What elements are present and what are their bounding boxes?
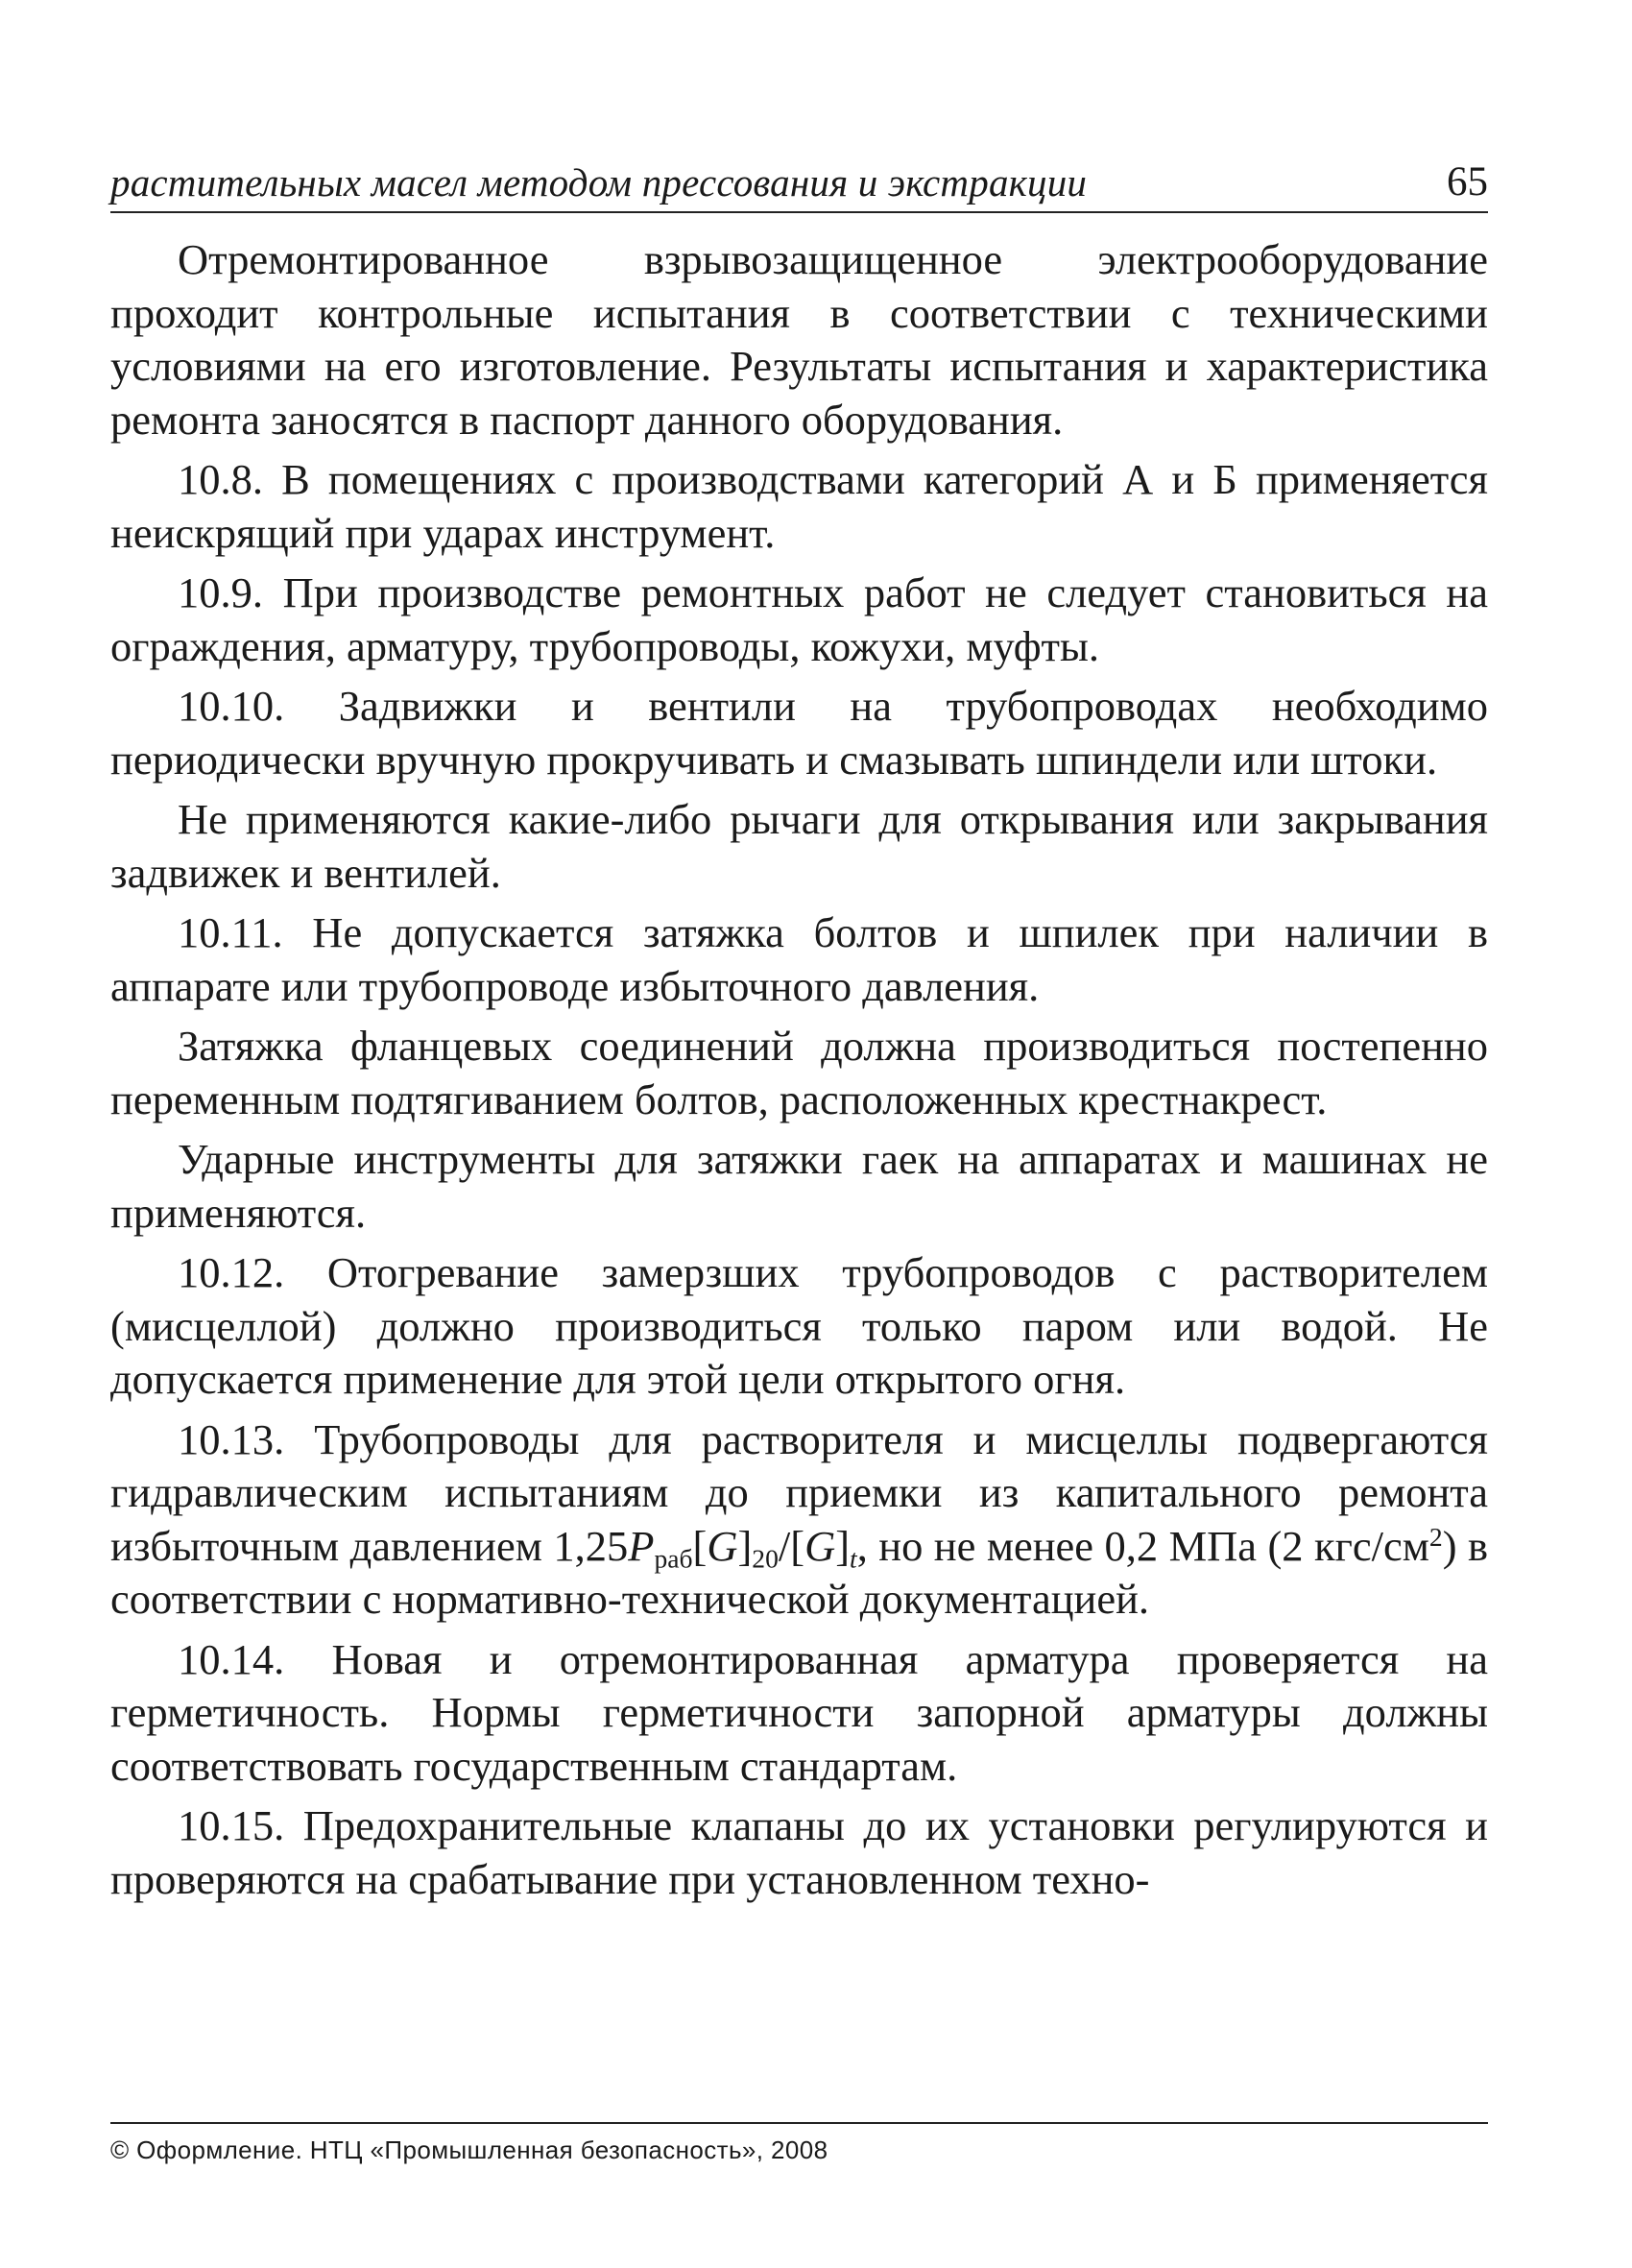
body-text: [110, 233, 1488, 1913]
footer-copyright: © Оформление. НТЦ «Промышленная безопасность», 2008: [110, 2135, 828, 2164]
paragraph-10-15: 10.15. Предохранительные клапаны до их установки регулируются и проверяются на срабатывание при установленном техно-: [110, 1801, 1488, 1903]
p-10-13-text-before: 10.13. Трубопроводы для растворителя и мисцеллы подвергаются гидравлическим испытаниям до приемки из капитального ремонта избыточным давлением 1,25: [110, 1414, 1488, 1570]
unit-superscript-2: 2: [1428, 1521, 1443, 1552]
paragraph-levers: Не применяются какие-либо рычаги для открывания или закрывания задвижек и вентилей.: [110, 795, 1488, 897]
paragraph-10-14: 10.14. Новая и отремонтированная арматура проверяется на герметичность. Нормы герметичности запорной арматуры должны соответствовать государственным стандартам.: [110, 1634, 1488, 1790]
running-title: растительных масел методом прессования и экстракции: [110, 160, 1088, 205]
footer-divider: [110, 2122, 1488, 2124]
page-number: 65: [1447, 159, 1488, 205]
paragraph-impact-tools: Ударные инструменты для затяжки гаек на аппаратах и машинах не применяются.: [110, 1135, 1488, 1237]
paragraph-equipment-testing: Отремонтированное взрывозащищенное электрооборудование проходит контрольные испытания в соответствии с техническими условиями на его изготовление. Результаты испытания и характеристика ремонта заносятся в паспорт данного оборудования.: [110, 235, 1488, 444]
p-10-13-text-middle: , но не менее 0,2 МПа (2 кгс/см: [856, 1521, 1429, 1570]
formula-g1: G: [707, 1521, 738, 1570]
formula-subscript-t: t: [850, 1543, 857, 1574]
formula-p-subscript: раб: [654, 1543, 693, 1574]
formula-subscript-20: 20: [752, 1543, 779, 1574]
paragraph-10-12: 10.12. Отогревание замерзших трубопроводов с растворителем (мисцеллой) должно производиться только паром или водой. Не допускается применение для этой цели открытого огня.: [110, 1248, 1488, 1403]
paragraph-10-9: 10.9. При производстве ремонтных работ не следует становиться на ограждения, арматуру, трубопроводы, кожухи, муфты.: [110, 568, 1488, 670]
formula-bracket-close-2: ]: [835, 1521, 851, 1570]
running-header: [110, 154, 1488, 213]
formula-slash: /[: [778, 1521, 805, 1570]
formula-bracket-close-1: ]: [737, 1521, 753, 1570]
paragraph-10-10: 10.10. Задвижки и вентили на трубопроводах необходимо периодически вручную прокручивать и смазывать шпиндели или штоки.: [110, 682, 1488, 784]
paragraph-10-8: 10.8. В помещениях с производствами категорий А и Б применяется неискрящий при ударах инструмент.: [110, 455, 1488, 557]
formula-p: P: [628, 1521, 655, 1570]
formula-bracket-open: [: [692, 1521, 708, 1570]
p-10-13-text-after: ) в соответствии с нормативно-технической документацией.: [110, 1521, 1488, 1623]
paragraph-10-13: [110, 1413, 1488, 1627]
paragraph-flange-tightening: Затяжка фланцевых соединений должна производиться постепенно переменным подтягиванием болтов, расположенных крестнакрест.: [110, 1022, 1488, 1123]
paragraph-10-11: 10.11. Не допускается затяжка болтов и шпилек при наличии в аппарате или трубопроводе избыточного давления.: [110, 908, 1488, 1010]
formula-g2: G: [804, 1521, 836, 1570]
